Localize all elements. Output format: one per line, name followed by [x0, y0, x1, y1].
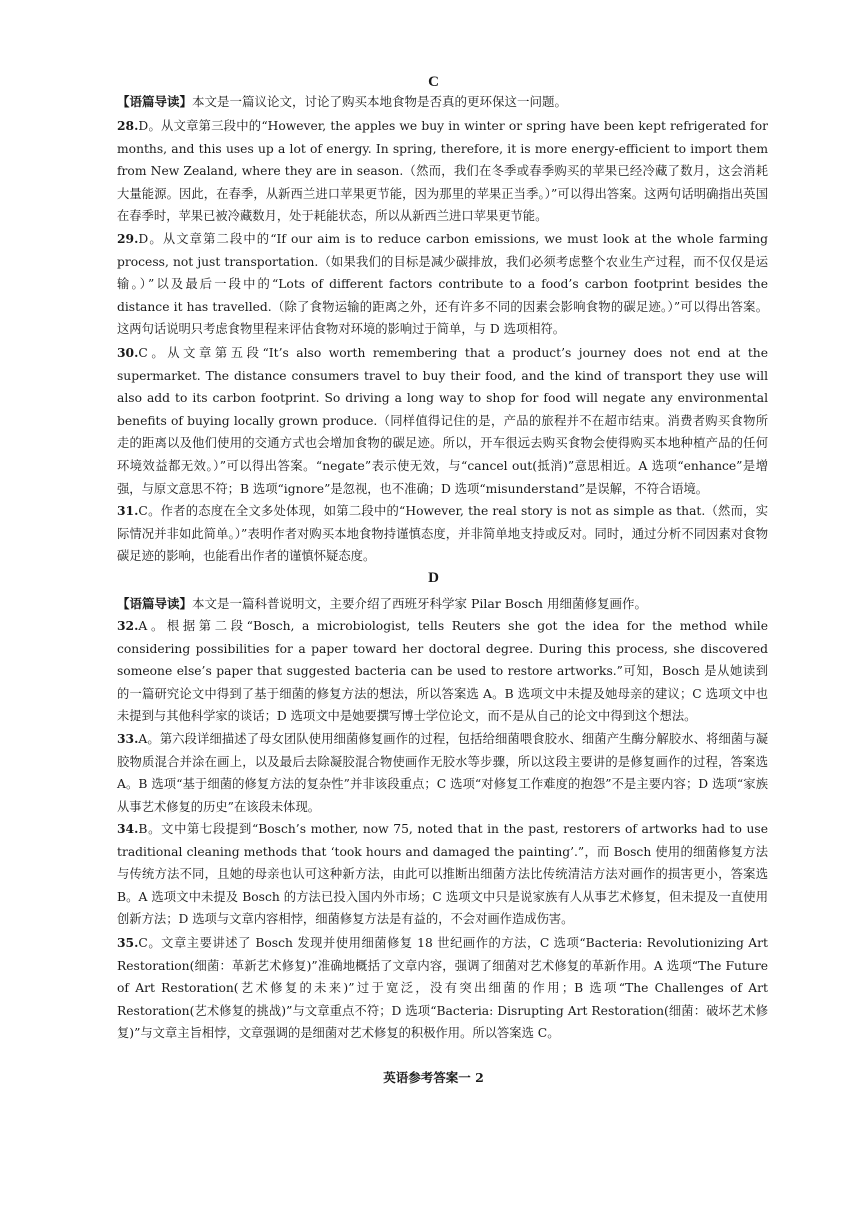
question-text: D。从文章第二段中的“If our aim is to reduce carbon emissions, we must look at the whole farming process, not just transportation.（如果我们的目标是减少碳排放，我们必须考虑整个农业生产过程，而不仅仅是运输。）”以及最后一段中的“Lots of different factors contribute to a food’s carbon footprint besides the distance it has travelled.（除了食物运输的距离之外，还有许多不同的因素会影响食物的碳足迹。）”可以得出答案。这两句话说明只考虑食物里程来评估食物对环境的影响过于简单，与 D 选项相符。	[117, 232, 768, 337]
guide-tag: 【语篇导读】	[117, 94, 193, 109]
question-number: 35.	[117, 935, 139, 950]
question-35-explanation	[117, 932, 768, 1045]
question-text: D。从文章第三段中的“However, the apples we buy in winter or spring have been kept refrigerated for months, and this uses up a lot of energy. In spring, therefore, it is more energy-efficient to import them from New Zealand, where they are in season.（然而，我们在冬季或春季购买的苹果已经冷藏了数月，这会消耗大量能源。因此，在春季，从新西兰进口苹果更节能，因为那里的苹果正当季。）”可以得出答案。这两句话明确指出英国在春季时，苹果已被冷藏数月，处于耗能状态，所以从新西兰进口苹果更节能。	[117, 119, 768, 224]
guide-text: 本文是一篇议论文，讨论了购买本地食物是否真的更环保这一问题。	[192, 94, 568, 109]
guide-text: 本文是一篇科普说明文，主要介绍了西班牙科学家 Pilar Bosch 用细菌修复画作。	[192, 596, 647, 611]
question-number: 28.	[117, 118, 139, 133]
question-text: C。作者的态度在全文多处体现，如第二段中的“However, the real story is not as simple as that.（然而，实际情况并非如此简单。）”表明作者对购买本地食物持谨慎态度，并非简单地支持或反对。同时，通过分析不同因素对食物碳足迹的影响，也能看出作者的谨慎怀疑态度。	[117, 504, 768, 564]
question-text: C。从文章第五段“It’s also worth remembering that a product’s journey does not end at the supermarket. The distance consumers travel to buy their food, and the kind of transport they use will also add to its carbon footprint. So driving a long way to shop for food will negate any environmental benefits of buying locally grown produce.（同样值得记住的是，产品的旅程并不在超市结束。消费者购买食物所走的距离以及他们使用的交通方式也会增加食物的碳足迹。所以，开车很远去购买食物会使得购买本地种植产品的任何环境效益都无效。）”可以得出答案。“negate”表示使无效，与“cancel out(抵消)”意思相近。A 选项“enhance”是增强，与原文意思不符；B 选项“ignore”是忽视，也不准确；D 选项“misunderstand”是误解，不符合语境。	[117, 346, 768, 496]
question-number: 31.	[117, 503, 139, 518]
question-28-explanation	[117, 115, 768, 228]
question-number: 33.	[117, 731, 139, 746]
guide-tag: 【语篇导读】	[117, 596, 193, 611]
question-33-explanation	[117, 728, 768, 818]
question-number: 32.	[117, 618, 139, 633]
question-29-explanation	[117, 228, 768, 341]
section-heading-c: C	[428, 74, 439, 90]
question-number: 34.	[117, 821, 139, 836]
question-32-explanation	[117, 615, 768, 728]
section-d-guide	[117, 593, 757, 615]
question-text: A。第六段详细描述了母女团队使用细菌修复画作的过程，包括给细菌喂食胶水、细菌产生酶分解胶水、将细菌与凝胶物质混合并涂在画上，以及最后去除凝胶混合物使画作无胶水等步骤，所以这段主要讲的是修复画作的过程，答案选 A。B 选项“基于细菌的修复方法的复杂性”并非该段重点；C 选项“对修复工作难度的抱怨”不是主要内容；D 选项“家族从事艺术修复的历史”在该段未体现。	[117, 732, 768, 814]
question-text: B。文中第七段提到“Bosch’s mother, now 75, noted that in the past, restorers of artworks had to use traditional cleaning methods that ‘took hours and damaged the painting’.”，而 Bosch 使用的细菌修复方法与传统方法不同，且她的母亲也认可这种新方法，由此可以推断出细菌方法比传统清洁方法对画作的损害更小，答案选 B。A 选项文中未提及 Bosch 的方法已投入国内外市场；C 选项文中只是说家族有人从事艺术修复，但未提及一直使用创新方法；D 选项与文章内容相悖，细菌修复方法是有益的，不会对画作造成伤害。	[117, 822, 768, 927]
question-number: 29.	[117, 231, 139, 246]
question-30-explanation	[117, 342, 768, 500]
page-footer: 英语参考答案一 2	[383, 1070, 484, 1085]
question-text: C。文章主要讲述了 Bosch 发现并使用细菌修复 18 世纪画作的方法，C 选项“Bacteria: Revolutionizing Art Restoration(细菌：革新艺术修复)”准确地概括了文章内容，强调了细菌对艺术修复的革新作用。A 选项“The Future of Art Restoration(艺术修复的未来)”过于宽泛，没有突出细菌的作用；B 选项“The Challenges of Art Restoration(艺术修复的挑战)”与文章重点不符；D 选项“Bacteria: Disrupting Art Restoration(细菌：破坏艺术修复)”与文章主旨相悖，文章强调的是细菌对艺术修复的积极作用。所以答案选 C。	[117, 936, 768, 1041]
question-34-explanation	[117, 818, 768, 931]
section-heading-d: D	[428, 570, 439, 586]
section-c-guide	[117, 91, 757, 113]
question-31-explanation	[117, 500, 768, 568]
question-text: A。根据第二段“Bosch, a microbiologist, tells Reuters she got the idea for the method while considering possibilities for a paper toward her doctoral degree. During this process, she discovered someone else’s paper that suggested bacteria can be used to restore artworks.”可知，Bosch 是从她读到的一篇研究论文中得到了基于细菌的修复方法的想法，所以答案选 A。B 选项文中未提及她母亲的建议；C 选项文中也未提到与其他科学家的谈话；D 选项文中是她要撰写博士学位论文，而不是从自己的论文中得到这个想法。	[117, 619, 768, 724]
question-number: 30.	[117, 345, 139, 360]
